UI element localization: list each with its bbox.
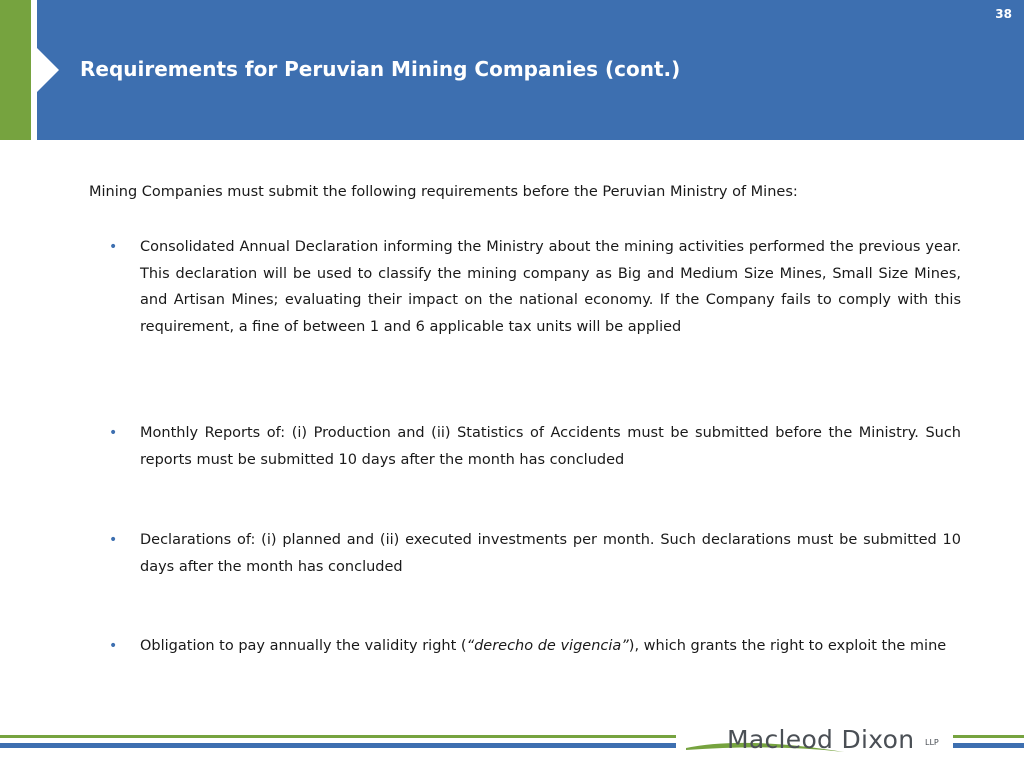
slide-title: Requirements for Peruvian Mining Companies (cont.)	[80, 57, 681, 81]
bullet-icon: •	[109, 239, 118, 255]
header-accent-bar	[0, 0, 31, 140]
footer-rule-blue-right	[953, 743, 1024, 748]
page-number: 38	[995, 7, 1012, 21]
intro-text: Mining Companies must submit the following requirements before the Peruvian Ministry of Mines:	[89, 184, 798, 200]
list-item	[109, 633, 961, 660]
list-item-text: Declarations of: (i) planned and (ii) executed investments per month. Such declarations must be submitted 10 days after the month has concluded	[140, 532, 961, 575]
list-item	[109, 420, 961, 473]
list-item-text: Consolidated Annual Declaration informing the Ministry about the mining activities performed the previous year. This declaration will be used to classify the mining company as Big and Medium Size Mines, Small Size Mines, and Artisan Mines; evaluating their impact on the national economy. If the Company fails to comply with this requirement, a fine of between 1 and 6 applicable tax units will be applied	[140, 239, 961, 335]
footer-rule-blue	[0, 743, 676, 748]
list-item	[109, 527, 961, 580]
list-item-text-end: ), which grants the right to exploit the mine	[628, 638, 947, 654]
footer-rule-green-right	[953, 735, 1024, 738]
logo-suffix: LLP	[925, 738, 939, 747]
bullet-icon: •	[109, 638, 118, 654]
bullet-icon: •	[109, 425, 118, 441]
logo-text: Macleod Dixon	[727, 725, 915, 754]
company-logo	[684, 718, 950, 764]
chevron-icon	[37, 48, 59, 92]
footer-rule-green	[0, 735, 676, 738]
bullet-icon: •	[109, 532, 118, 548]
list-item-text: Monthly Reports of: (i) Production and (ii) Statistics of Accidents must be submitted before the Ministry. Such reports must be submitted 10 days after the month has concluded	[140, 425, 961, 468]
list-item-text-start: Obligation to pay annually the validity right (	[140, 638, 467, 654]
list-item	[109, 234, 961, 340]
list-item-text-italic: “derecho de vigencia”	[466, 638, 629, 654]
